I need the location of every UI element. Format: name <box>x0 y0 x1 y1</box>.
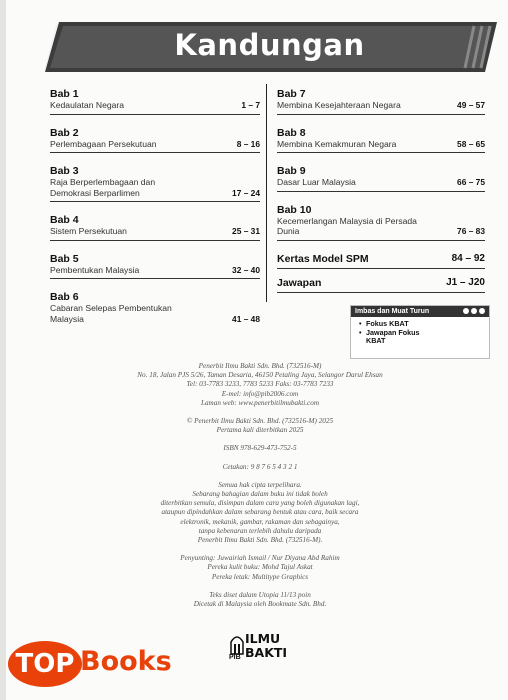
publisher-line: E-mel: info@pib2006.com <box>221 389 299 398</box>
page-title: Kandungan <box>174 28 365 62</box>
chapter-number: Bab 8 <box>277 126 306 139</box>
logo-line: BAKTI <box>245 644 288 660</box>
chapter-title: Dasar Luar Malaysia <box>277 177 356 187</box>
scan-download-list <box>351 320 489 346</box>
contents-left-column <box>50 88 260 336</box>
publisher-line: Laman web: www.penerbitilmubakti.com <box>200 398 320 407</box>
chapter-pages: 76 – 83 <box>457 226 485 236</box>
chapter-number: Bab 1 <box>50 88 79 100</box>
chapter-pages: 1 – 7 <box>241 100 260 110</box>
print-line: Dicetak di Malaysia oleh Bookmate Sdn. Bhd. <box>193 600 327 609</box>
chapter-pages: 25 – 31 <box>232 226 260 236</box>
copyright-line: Pertama kali diterbitkan 2025 <box>216 426 304 435</box>
scan-download-box[interactable] <box>350 305 490 359</box>
logo-wordmark <box>245 632 287 659</box>
extra-label: Kertas Model SPM <box>277 252 369 265</box>
chapter-number: Bab 10 <box>277 203 312 216</box>
chapter-pages: 17 – 24 <box>232 187 260 198</box>
publisher-line: Penerbit Ilmu Bakti Sdn. Bhd. (732516-M) <box>198 362 322 370</box>
chapter-pages: 8 – 16 <box>236 138 260 149</box>
copyright-line: © Penerbit Ilmu Bakti Sdn. Bhd. (732516-M) 2025 <box>186 417 334 426</box>
print-line: Teks diset dalam Utopia 11/13 poin <box>209 590 311 599</box>
scan-download-header <box>351 306 489 317</box>
toc-entry[interactable] <box>50 127 260 154</box>
extra-label: Jawapan <box>277 276 322 289</box>
chapter-title: Cabaran Selepas Pembentukan Malaysia <box>50 303 172 324</box>
toc-entry[interactable] <box>50 253 260 280</box>
chapter-number: Bab 2 <box>50 126 79 139</box>
chapter-title: Perlembagaan Persekutuan <box>50 138 157 149</box>
chapter-title: Pembentukan Malaysia <box>50 264 140 275</box>
chapter-number: Bab 4 <box>50 214 79 226</box>
chapter-number: Bab 7 <box>277 88 306 100</box>
list-item: • Jawapan Fokus KBAT <box>359 329 489 346</box>
rights-line: Penerbit Ilmu Bakti Sdn. Bhd. (732516-M). <box>197 536 323 545</box>
toc-entry[interactable] <box>50 214 260 241</box>
publisher-info <box>110 362 410 609</box>
contents-banner <box>37 18 502 76</box>
rights-line: tanpa kebenaran terlebih dahulu daripada <box>198 526 322 535</box>
scan-download-title: Imbas dan Muat Turun <box>355 308 430 315</box>
chapter-title: Membina Kesejahteraan Negara <box>277 100 401 110</box>
chapter-title: Raja Berperlembagaan dan Demokrasi Berparlimen <box>50 177 156 198</box>
rights-line: diterbitkan semula, disimpan dalam cara yang boleh digunakan lagi, <box>160 499 360 508</box>
rights-line: ataupun dipindahkan dalam sebarang bentuk atau cara, baik secara <box>161 508 359 517</box>
chapter-title: Kecemerlangan Malaysia di Persada Dunia <box>277 215 417 236</box>
watermark <box>0 641 185 691</box>
print-run: Cetakan: 9 8 7 6 5 4 3 2 1 <box>222 462 298 471</box>
logo-mark: PIB <box>229 654 241 661</box>
watermark-books: Books <box>80 646 172 677</box>
chapter-pages: 32 – 40 <box>232 264 260 275</box>
chapter-number: Bab 5 <box>50 252 79 265</box>
chapter-pages: 58 – 65 <box>457 138 485 149</box>
toc-entry[interactable] <box>277 88 485 115</box>
contents-right-column <box>277 88 485 305</box>
list-item: • Fokus KBAT <box>359 320 489 329</box>
publisher-logo <box>229 630 288 670</box>
rights-line: Semua hak cipta terpelihara. <box>218 480 302 489</box>
chapter-number: Bab 9 <box>277 165 306 177</box>
publisher-line: Tel: 03-7783 3233, 7783 5233 Faks: 03-7783 7233 <box>186 380 334 389</box>
rights-line: Sebarang bahagian dalam buku ini tidak boleh <box>192 490 328 499</box>
page-edge <box>0 0 6 700</box>
column-divider <box>266 84 267 302</box>
extra-pages: 84 – 92 <box>451 252 485 264</box>
logo-dome-icon <box>229 632 245 656</box>
extra-pages: J1 – J20 <box>446 276 485 288</box>
chapter-title: Sistem Persekutuan <box>50 226 127 236</box>
toc-extra-entry[interactable] <box>277 253 485 269</box>
isbn: ISBN 978-629-473-752-5 <box>223 444 297 453</box>
chapter-pages: 66 – 75 <box>457 177 485 187</box>
chapter-pages: 41 – 48 <box>232 313 260 324</box>
chapter-number: Bab 3 <box>50 165 79 177</box>
chapter-pages: 49 – 57 <box>457 100 485 110</box>
toc-entry[interactable] <box>277 127 485 154</box>
toc-entry[interactable] <box>277 165 485 192</box>
dots-icon <box>463 308 485 314</box>
credit-line: Pereka kulit buku: Mohd Tajul Askat <box>207 563 313 572</box>
chapter-title: Membina Kemakmuran Negara <box>277 138 397 149</box>
toc-entry[interactable] <box>50 88 260 115</box>
toc-entry[interactable] <box>277 204 485 241</box>
logo-line: ILMU <box>245 631 281 646</box>
publisher-line: No. 18, Jalan PJS 5/26, Taman Desaria, 46150 Petaling Jaya, Selangor Darul Ehsan <box>137 371 383 380</box>
credit-line: Pereka letak: Multitype Graphics <box>211 572 309 581</box>
credit-line: Penyunting: Juwairiah Ismail / Nur Diyana Abd Rahim <box>180 554 340 563</box>
toc-extra-entry[interactable] <box>277 277 485 293</box>
toc-entry[interactable] <box>50 291 260 324</box>
rights-line: elektronik, mekanik, gambar, rakaman dan sebagainya, <box>180 517 340 526</box>
toc-entry[interactable] <box>50 165 260 202</box>
watermark-top: TOP <box>8 641 82 687</box>
chapter-title: Kedaulatan Negara <box>50 100 125 110</box>
chapter-number: Bab 6 <box>50 291 79 303</box>
